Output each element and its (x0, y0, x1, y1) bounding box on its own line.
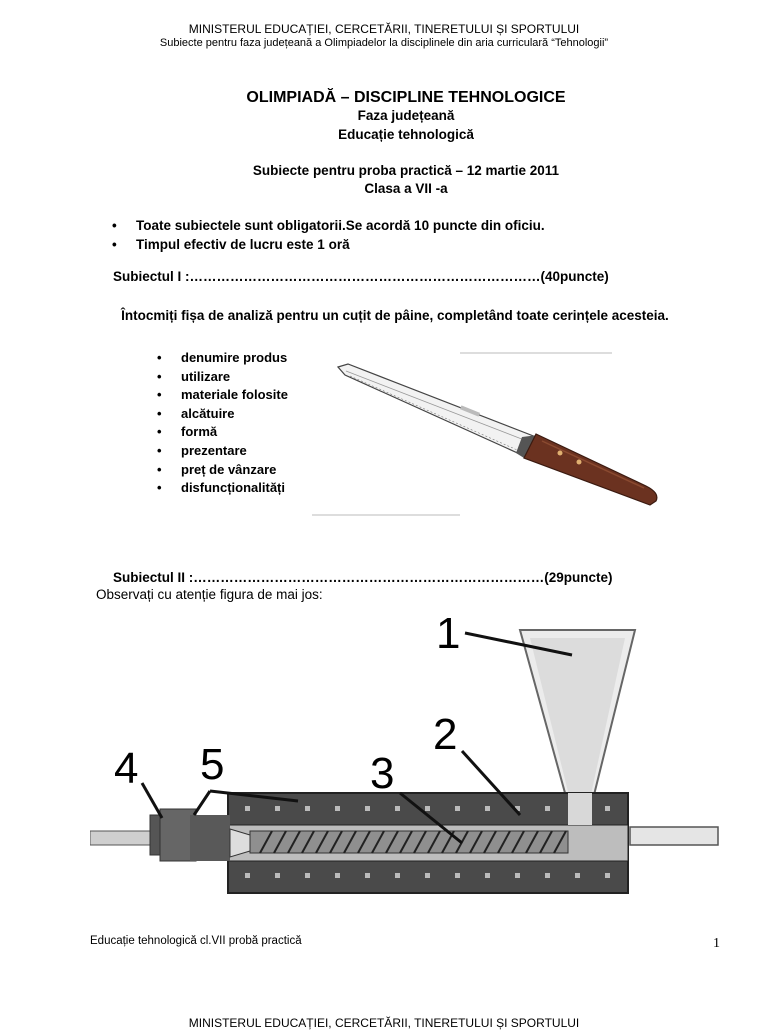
discipline-title: Educație tehnologică (338, 127, 474, 142)
page-number: 1 (713, 936, 720, 951)
exam-title: Subiecte pentru proba practică – 12 martie 2011 (252, 163, 560, 178)
rule-item: • Toate subiectele sunt obligatorii.Se acordă 10 puncte din oficiu. (136, 216, 736, 235)
page-title: OLIMPIADĂ – DISCIPLINE TEHNOLOGICE (246, 89, 566, 106)
subject1-task: Întocmiți fișa de analiză pentru un cuțit de pâine, completând toate cerințele acesteia. (121, 308, 669, 323)
list-item: • formă (181, 423, 321, 442)
list-item: • materiale folosite (181, 386, 321, 405)
olympiad-subtitle: Subiecte pentru faza județeană a Olimpiadelor la disciplinele din aria curriculară “Tehnologii” (159, 37, 609, 49)
next-page-header: MINISTERUL EDUCAȚIEI, CERCETĂRII, TINERETULUI ȘI SPORTULUI (188, 1016, 580, 1030)
phase-title: Faza județeană (357, 108, 455, 123)
figure-label: 1 (436, 609, 461, 658)
ministry-header: MINISTERUL EDUCAȚIEI, CERCETĂRII, TINERETULUI ȘI SPORTULUI (188, 22, 580, 36)
subject2-heading: Subiectul II :……………………………………………………………………(29puncte) (113, 570, 613, 585)
figure-label: 3 (370, 749, 395, 798)
rule-item: • Timpul efectiv de lucru este 1 oră (136, 235, 736, 254)
subject2-instruction: Observați cu atenție figura de mai jos: (96, 587, 323, 602)
list-item: • preț de vânzare (181, 461, 321, 480)
list-item: • prezentare (181, 442, 321, 461)
requirements-list (181, 349, 321, 498)
figure-label: 4 (114, 744, 139, 793)
extruder-diagram (90, 603, 730, 923)
list-item: • denumire produs (181, 349, 321, 368)
figure-label: 2 (433, 710, 458, 759)
list-item: • disfuncționalități (181, 479, 321, 498)
list-item: • utilizare (181, 368, 321, 387)
rules-list (136, 216, 736, 254)
grade-title: Clasa a VII -a (364, 181, 448, 196)
figure-label: 5 (200, 740, 225, 789)
list-item: • alcătuire (181, 405, 321, 424)
subject1-heading: Subiectul I :……………………………………………………………………(40puncte) (113, 269, 609, 284)
footer-text: Educație tehnologică cl.VII probă practică (90, 935, 302, 947)
bread-knife-illustration (310, 345, 680, 525)
